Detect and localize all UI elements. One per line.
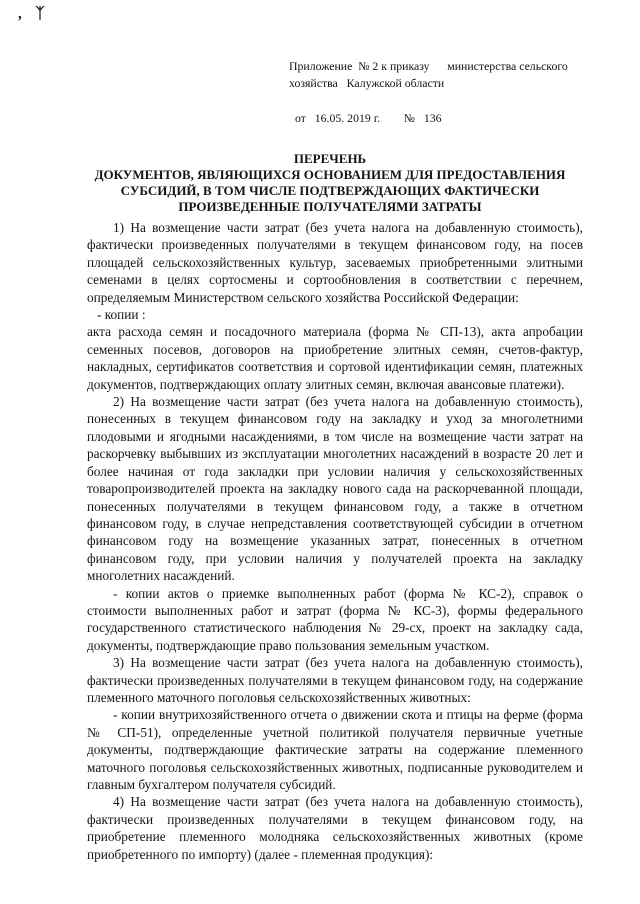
title-line-3: СУБСИДИЙ, В ТОМ ЧИСЛЕ ПОДТВЕРЖДАЮЩИХ ФАКТИЧЕСКИ xyxy=(120,183,540,198)
paragraph-1: 1) На возмещение части затрат (без учета налога на добавленную стоимость), фактически произведенных получателями в текущем финансовом году, на посев площадей сельскохозяйственных культур, засеваемых приобретенными элитными семенами в целях сортосмены и сортообновления в соответствии с перечнем, определяемым Министерством сельского хозяйства Российской Федерации: xyxy=(87,220,583,305)
title-line-1: ПЕРЕЧЕНЬ xyxy=(293,151,367,166)
paragraph-1-copies: акта расхода семян и посадочного материала (форма № СП-13), акта апробации семенных посевов, договоров на приобретение элитных семян, счетов-фактур, накладных, сертификатов соответствия и сортовой идентификации семян, платежных документов, подтверждающих оплату элитных семян, включая авансовые платежи). xyxy=(87,324,583,392)
appendix-header xyxy=(289,58,599,127)
appendix-order: от 16.05. 2019 г. № 136 xyxy=(295,111,442,125)
paragraph-copies-label: - копии : xyxy=(97,307,146,323)
title-line-2: ДОКУМЕНТОВ, ЯВЛЯЮЩИХСЯ ОСНОВАНИЕМ ДЛЯ ПРЕДОСТАВЛЕНИЯ xyxy=(94,167,566,182)
paragraph-3-copies: - копии внутрихозяйственного отчета о движении скота и птицы на ферме (форма № СП-51), определенные учетной политикой получателя первичные учетные документы, подтверждающие фактические затраты на содержание племенного маточного поголовья сельскохозяйственных животных, подписанные руководителем и главным бухгалтером получателя субсидий. xyxy=(87,707,583,792)
document-title xyxy=(40,151,620,215)
title-line-4: ПРОИЗВЕДЕННЫЕ ПОЛУЧАТЕЛЯМИ ЗАТРАТЫ xyxy=(178,199,482,214)
scan-mark-symbol: ᛉ xyxy=(35,6,45,22)
scan-mark-comma: , xyxy=(18,6,22,22)
appendix-line-2: хозяйства Калужской области xyxy=(289,76,445,90)
paragraph-2: 2) На возмещение части затрат (без учета налога на добавленную стоимость), понесенных в текущем финансовом году на закладку и уход за многолетними плодовыми и ягодными насаждениями, в том числе на возмещение части затрат на раскорчевку выбывших из эксплуатации многолетних насаждений в возрасте 20 лет и более начиная от года закладки при условии наличия у сельскохозяйственных товаропроизводителей проекта на закладку нового сада на раскорчеванной площади, понесенных получателями в текущем финансовом году, а также в отчетном финансовом году, в случае непредставления соответствующей субсидии в отчетном финансовом году на возмещение указанных затрат, понесенных в отчетном финансовом году, при условии наличия у получателей проекта на закладку многолетних насаждений. xyxy=(87,394,583,584)
paragraph-2-copies: - копии актов о приемке выполненных работ (форма № КС-2), справок о стоимости выполненных работ и затрат (форма № КС-3), формы федерального государственного статистического наблюдения № 29-сх, проект на закладку сада, документы, подтверждающие право пользования земельным участком. xyxy=(87,585,583,653)
paragraph-3: 3) На возмещение части затрат (без учета налога на добавленную стоимость), фактически произведенных получателями в текущем финансовом году, на содержание племенного маточного поголовья сельскохозяйственных животных: xyxy=(87,655,583,705)
scan-marks xyxy=(18,6,55,23)
appendix-line-1: Приложение № 2 к приказу министерства сельского xyxy=(289,59,568,73)
paragraph-4: 4) На возмещение части затрат (без учета налога на добавленную стоимость), фактически произведенных получателями в текущем финансовом году, на приобретение племенного молодняка сельскохозяйственных животных (кроме приобретенного по импорту) (далее - племенная продукция): xyxy=(87,794,583,862)
document-body xyxy=(87,219,583,863)
